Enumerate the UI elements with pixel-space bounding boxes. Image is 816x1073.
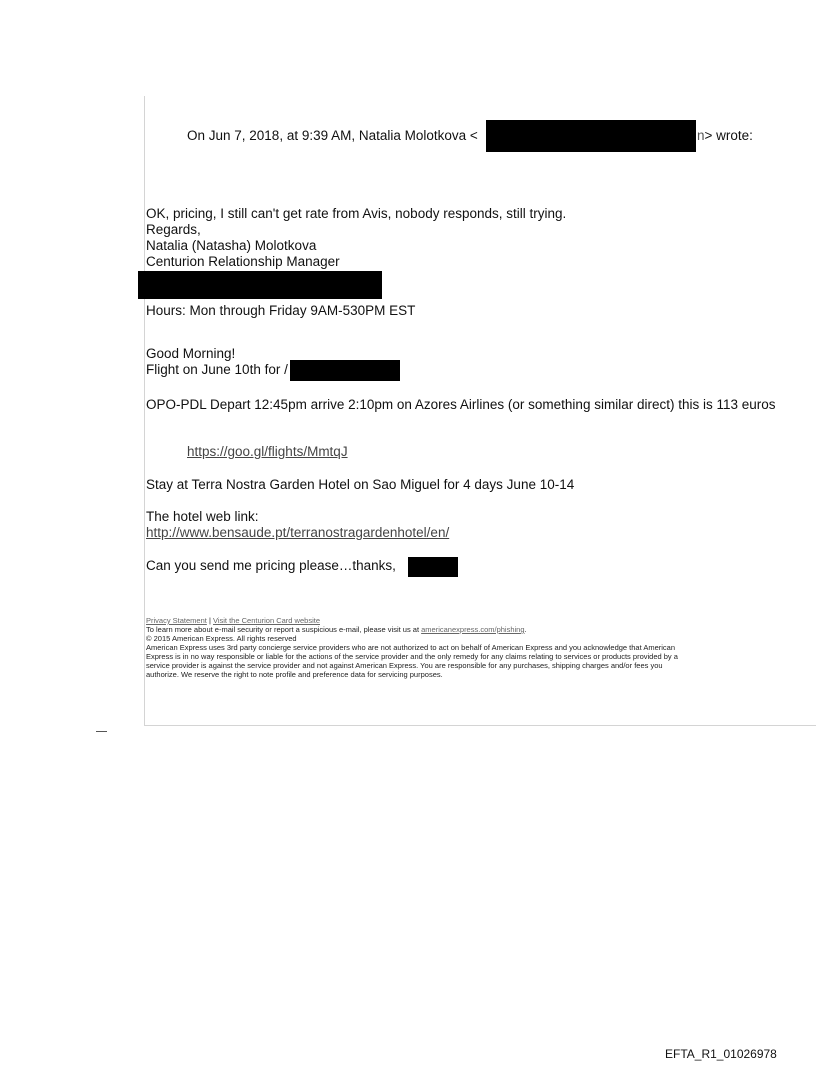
quote-header-end [697, 128, 753, 143]
regards-line: Regards, [146, 222, 201, 237]
redaction-signoff [408, 557, 458, 577]
disclaimer-line: authorize. We reserve the right to note profile and preference data for servicing purposes. [146, 670, 443, 679]
document-id: EFTA_R1_01026978 [665, 1047, 777, 1061]
disclaimer-line: American Express uses 3rd party concierge service providers who are not authorized to act on behalf of American Express and you acknowledge that American [146, 643, 676, 652]
centurion-website-link[interactable]: Visit the Centurion Card website [212, 616, 320, 625]
quote-header-suffix: > wrote: [704, 128, 753, 143]
quote-header-partial: n [697, 128, 705, 143]
route-line: OPO-PDL Depart 12:45pm arrive 2:10pm on Azores Airlines (or something similar direct) this is 113 euros [146, 397, 776, 412]
hotel-label: The hotel web link: [146, 509, 259, 524]
margin-mark [96, 731, 107, 732]
legal-copyright: © 2015 American Express. All rights reserved [146, 634, 297, 643]
signature-name: Natalia (Natasha) Molotkova [146, 238, 317, 253]
legal-learn-prefix: To learn more about e-mail security or report a suspicious e-mail, please visit us at [146, 625, 422, 634]
redaction-email [486, 120, 696, 152]
pricing-line: OK, pricing, I still can't get rate from Avis, nobody responds, still trying. [146, 206, 567, 221]
legal-learn-suffix: . [524, 625, 527, 634]
privacy-statement-link[interactable]: Privacy Statement [146, 616, 207, 625]
legal-learn [146, 625, 527, 634]
redaction-contact [138, 271, 382, 299]
signature-title: Centurion Relationship Manager [146, 254, 340, 269]
disclaimer-line: Express is in no way responsible or liable for the actions of the service provider and the only remedy for any claims relating to services or products provided by a [146, 652, 678, 661]
stay-line: Stay at Terra Nostra Garden Hotel on Sao Miguel for 4 days June 10-14 [146, 477, 575, 492]
disclaimer-line: service provider is against the service provider and not against American Express. You are responsible for any purchases, shipping charges and/or fees you [146, 661, 663, 670]
flight-link[interactable]: https://goo.gl/flights/MmtqJ [187, 444, 348, 459]
flight-line: Flight on June 10th for / [146, 362, 288, 377]
legal-disclaimer [146, 643, 816, 679]
closing-line: Can you send me pricing please…thanks, [146, 558, 396, 573]
legal-links [146, 616, 320, 625]
hotel-link[interactable]: http://www.bensaude.pt/terranostragardenhotel/en/ [146, 525, 450, 540]
legal-separator: | [206, 616, 213, 625]
redaction-traveler [290, 360, 400, 381]
greeting-line: Good Morning! [146, 346, 236, 361]
quote-header [187, 128, 478, 143]
phishing-link[interactable]: americanexpress.com/phishing [421, 625, 525, 634]
signature-hours: Hours: Mon through Friday 9AM-530PM EST [146, 303, 416, 318]
quote-header-prefix: On Jun 7, 2018, at 9:39 AM, Natalia Molotkova < [187, 128, 478, 143]
